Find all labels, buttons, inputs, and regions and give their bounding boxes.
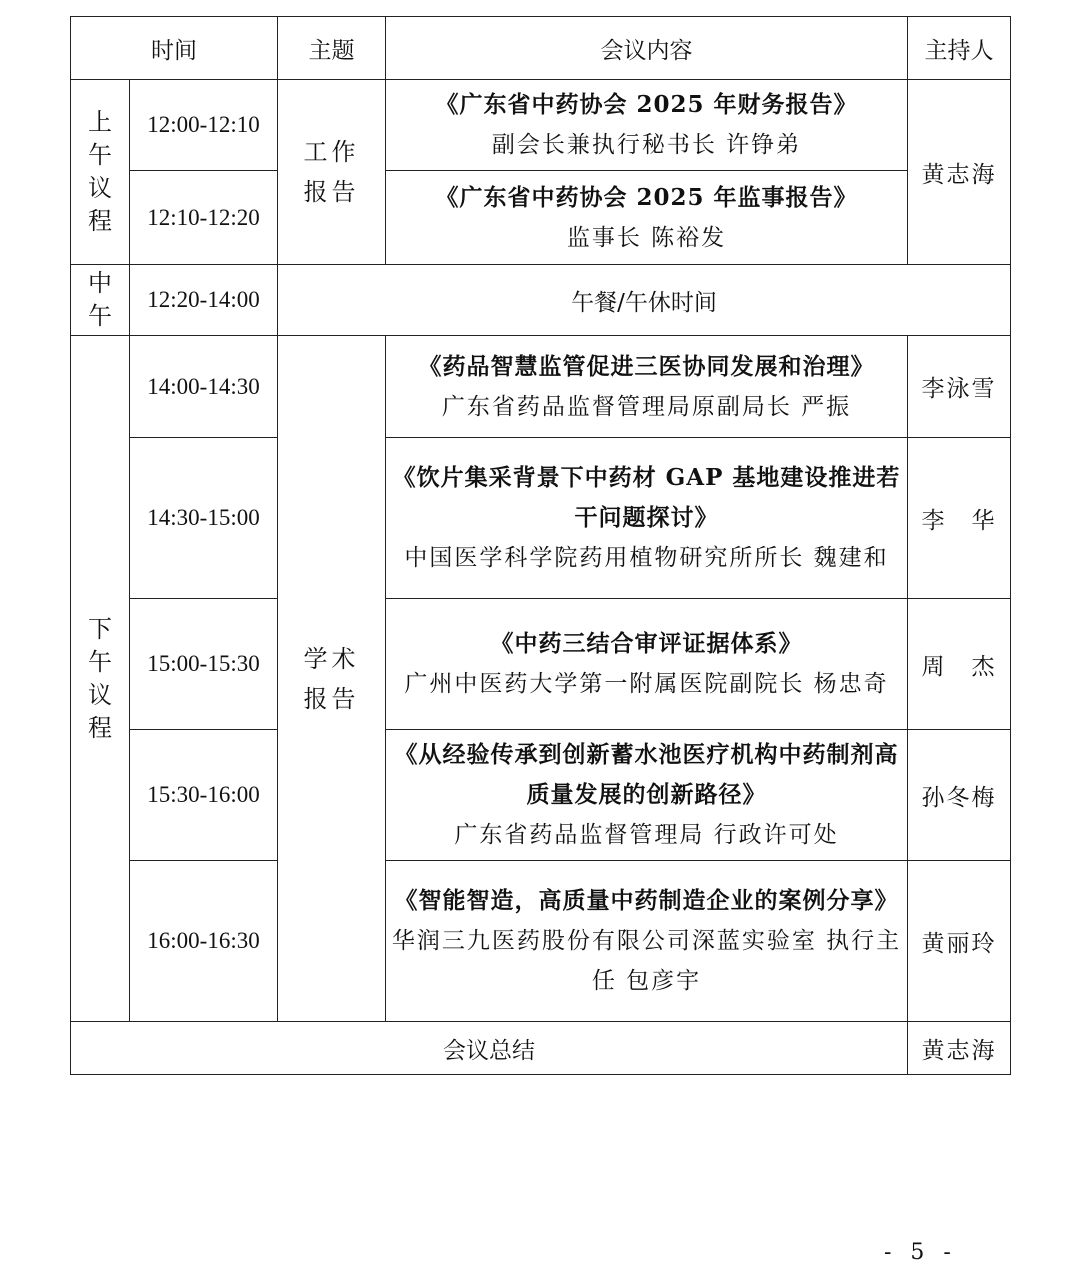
summary-label: 会议总结	[71, 1022, 908, 1075]
header-topic: 主题	[278, 17, 386, 80]
header-host: 主持人	[908, 17, 1011, 80]
session-speaker: 副会长兼执行秘书长 许铮弟	[491, 132, 802, 158]
lunch-time: 12:20-14:00	[130, 265, 278, 336]
session-speaker: 监事长 陈裕发	[566, 224, 727, 251]
summary-host: 黄志海	[908, 1022, 1011, 1075]
session-title: 《饮片集采背景下中药材 GAP 基地建设推进若干问题探讨》	[392, 464, 901, 531]
session-content	[386, 171, 908, 265]
table-row	[71, 336, 1011, 438]
session-speaker: 中国医学科学院药用植物研究所所长 魏建和	[404, 545, 889, 571]
table-row	[71, 730, 1011, 861]
topic-work-report-label: 工作报告	[303, 138, 360, 206]
session-time: 14:30-15:00	[130, 438, 278, 599]
session-host: 黄丽玲	[908, 861, 1011, 1022]
session-title: 《智能智造，高质量中药制造企业的案例分享》	[394, 887, 899, 914]
session-time: 16:00-16:30	[130, 861, 278, 1022]
table-row	[71, 1022, 1011, 1075]
session-content	[386, 861, 908, 1022]
period-afternoon-label: 下午议程	[88, 614, 112, 742]
session-content	[386, 599, 908, 730]
session-title: 《药品智慧监管促进三医协同发展和治理》	[418, 352, 875, 380]
session-content	[386, 336, 908, 438]
session-title: 《中药三结合审评证据体系》	[490, 630, 803, 657]
session-host: 孙冬梅	[908, 730, 1011, 861]
lunch-label: 午餐/午休时间	[278, 265, 1011, 336]
period-afternoon	[71, 336, 130, 1022]
period-morning-label: 上午议程	[88, 108, 112, 235]
table-row	[71, 861, 1011, 1022]
topic-academic-report-label: 学术报告	[303, 644, 360, 713]
topic-academic-report	[278, 336, 386, 1022]
session-host: 李泳雪	[908, 336, 1011, 438]
session-title: 《广东省中药协会 2025 年监事报告》	[435, 183, 858, 211]
session-time: 15:30-16:00	[130, 730, 278, 861]
table-row	[71, 80, 1011, 171]
session-content	[386, 80, 908, 171]
session-time: 12:10-12:20	[130, 171, 278, 265]
table-row	[71, 171, 1011, 265]
session-speaker: 广东省药品监督管理局 行政许可处	[454, 822, 839, 848]
table-row	[71, 438, 1011, 599]
agenda-table	[70, 16, 1011, 1075]
session-time: 15:00-15:30	[130, 599, 278, 730]
topic-work-report	[278, 80, 386, 265]
period-noon-label: 中午	[88, 269, 112, 330]
table-row	[71, 599, 1011, 730]
host-morning: 黄志海	[908, 80, 1011, 265]
session-time: 14:00-14:30	[130, 336, 278, 438]
session-content	[386, 438, 908, 599]
session-host: 李 华	[908, 438, 1011, 599]
session-speaker: 广州中医药大学第一附属医院副院长 杨忠奇	[404, 671, 889, 697]
session-title: 《广东省中药协会 2025 年财务报告》	[435, 91, 858, 118]
header-row	[71, 17, 1011, 80]
header-time: 时间	[71, 17, 278, 80]
session-content	[386, 730, 908, 861]
session-time: 12:00-12:10	[130, 80, 278, 171]
period-morning	[71, 80, 130, 265]
session-host: 周 杰	[908, 599, 1011, 730]
period-noon	[71, 265, 130, 336]
session-title: 《从经验传承到创新蓄水池医疗机构中药制剂高质量发展的创新路径》	[394, 741, 899, 808]
session-speaker: 广东省药品监督管理局原副局长 严振	[441, 393, 852, 420]
session-speaker: 华润三九医药股份有限公司深蓝实验室 执行主任 包彦宇	[391, 928, 902, 994]
header-content: 会议内容	[386, 17, 908, 80]
table-row	[71, 265, 1011, 336]
page-number: - 5 -	[884, 1240, 957, 1265]
